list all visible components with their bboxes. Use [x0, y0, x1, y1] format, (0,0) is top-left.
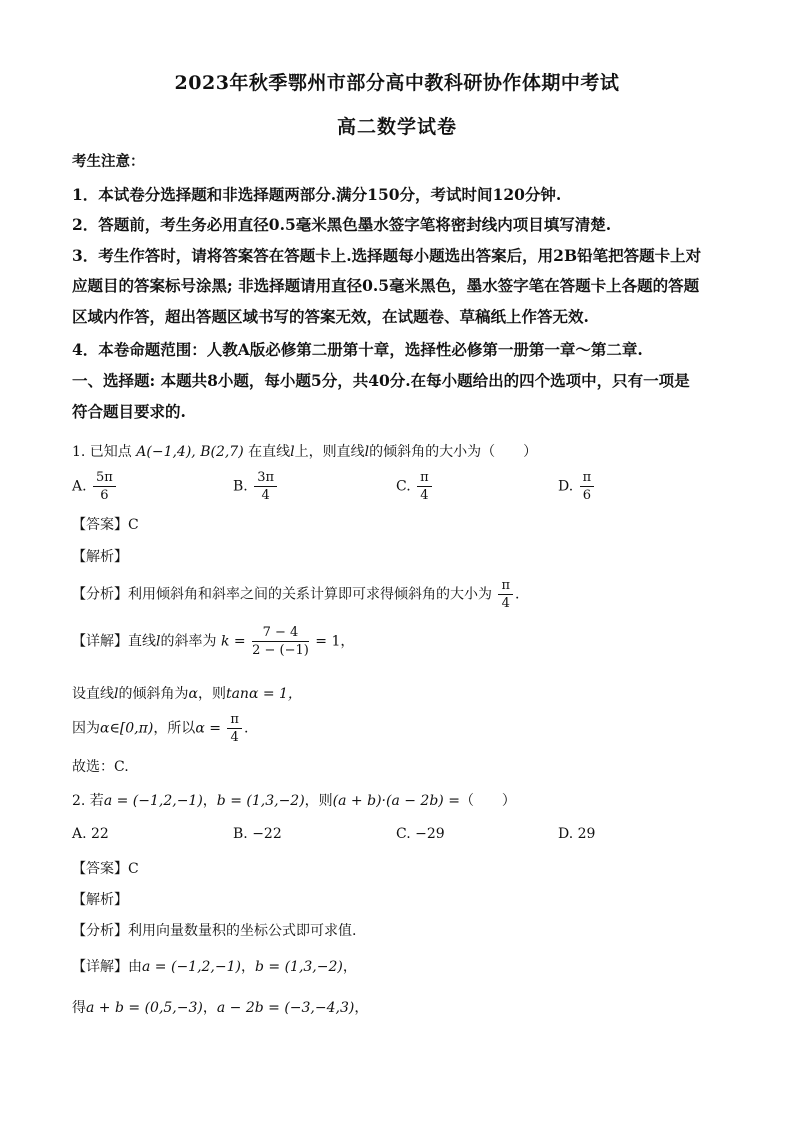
q1-step-3: 因为α∈[0,π)，所以α = $\frac{\pi}{4}$ .: [72, 712, 249, 745]
q1-option-a: A. $\frac{5\pi}{6}$: [72, 470, 118, 503]
q1-step-2: 设直线l的倾斜角为α，则tanα = 1，: [72, 686, 302, 702]
q1-point-a: A(−1,4),: [136, 444, 196, 460]
q1-option-b: B. $\frac{3\pi}{4}$: [233, 470, 279, 503]
q1-conclusion: 故选：C.: [72, 759, 129, 775]
notice-item-2: 2．答题前，考生务必用直径0.5毫米黑色墨水签字笔将密封线内项目填写清楚.: [72, 215, 612, 234]
notice-item-3-cont2: 区域内作答，超出答题区域书写的答案无效，在试题卷、草稿纸上作答无效.: [72, 307, 589, 326]
q2-stem: 2. 若a = (−1,2,−1)，b = (1,3,−2)，则(a + b)·(a − 2b) =（ ）: [72, 793, 516, 809]
q1-fenxi: 【分析】利用倾斜角和斜率之间的关系计算即可求得倾斜角的大小为 $\frac{\pi}{4}$ .: [72, 578, 520, 611]
exam-title: 2023年秋季鄂州市部分高中教科研协作体期中考试: [174, 72, 620, 94]
section-heading: 一、选择题: 本题共8小题，每小题5分，共40分.在每小题给出的四个选项中，只有一项是: [72, 371, 690, 390]
notice-heading: 考生注意：: [72, 153, 145, 170]
notice-item-4: 4．本卷命题范围：人教A版必修第二册第十章，选择性必修第一册第一章～第二章.: [72, 340, 643, 359]
q1-analysis-tag: 【解析】: [72, 549, 128, 565]
q2-option-b: B. −22: [233, 826, 282, 842]
notice-item-3-cont: 应题目的答案标号涂黑; 非选择题请用直径0.5毫米黑色，墨水签字笔在答题卡上各题的答题: [72, 276, 700, 295]
q1-xiangjie: 【详解】直线l的斜率为 k = $\frac{7 - 4}{2 - (-1)}$ = 1，: [72, 625, 355, 658]
q1-option-c: C. $\frac{\pi}{4}$: [396, 470, 434, 503]
q1-stem: 1. 已知点 A(−1,4), B(2,7) 在直线l上，则直线l的倾斜角的大小为（ ）: [72, 444, 538, 460]
q2-step-2: 得a + b = (0,5,−3)，a − 2b = (−3,−4,3)，: [72, 1000, 369, 1016]
q2-option-d: D. 29: [558, 826, 596, 842]
notice-item-1: 1．本试卷分选择题和非选择题两部分.满分150分，考试时间120分钟.: [72, 185, 562, 204]
q1-option-d: D. $\frac{\pi}{6}$: [558, 470, 596, 503]
q2-xiangjie: 【详解】由a = (−1,2,−1)，b = (1,3,−2)，: [72, 959, 357, 975]
q2-fenxi: 【分析】利用向量数量积的坐标公式即可求值.: [72, 923, 357, 939]
q2-analysis-tag: 【解析】: [72, 892, 128, 908]
q2-option-a: A. 22: [72, 826, 109, 842]
q2-option-c: C. −29: [396, 826, 445, 842]
exam-subtitle: 高二数学试卷: [336, 116, 457, 138]
q1-point-b: B(2,7): [200, 444, 244, 460]
section-heading-cont: 符合题目要求的.: [72, 402, 186, 421]
q1-answer: 【答案】C: [72, 517, 139, 533]
notice-item-3: 3．考生作答时，请将答案答在答题卡上.选择题每小题选出答案后，用2B铅笔把答题卡上对: [72, 246, 702, 265]
q2-answer: 【答案】C: [72, 861, 139, 877]
